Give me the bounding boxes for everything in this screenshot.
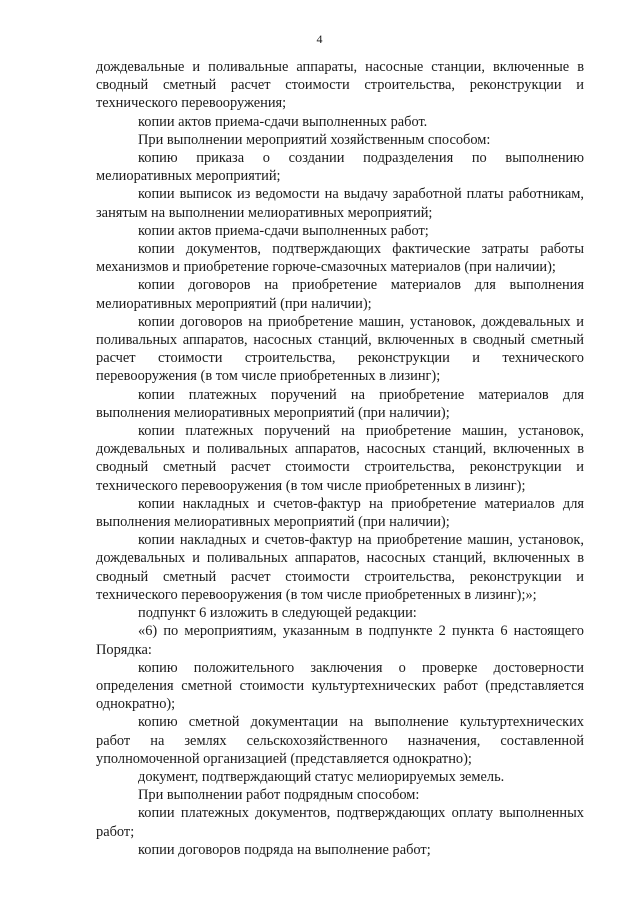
paragraph: копии договоров на приобретение материалов для выполнения мелиоративных мероприятий (при наличии); bbox=[96, 277, 584, 312]
paragraph: копии актов приема-сдачи выполненных работ; bbox=[138, 222, 429, 239]
paragraph: При выполнении работ подрядным способом: bbox=[138, 787, 420, 804]
paragraph: копии платежных документов, подтверждающих оплату выполненных работ; bbox=[96, 805, 584, 840]
paragraph: копии документов, подтверждающих фактические затраты работы механизмов и приобретение горюче-смазочных материалов (при наличии); bbox=[96, 241, 584, 276]
paragraph: «6) по мероприятиям, указанным в подпункте 2 пункта 6 настоящего Порядка: bbox=[96, 623, 584, 658]
paragraph: копии накладных и счетов-фактур на приобретение машин, установок, дождевальных и поливальных аппаратов, насосных станций, включенных в сводный сметный расчет стоимости строительства, реконструкции и технического перевооружения (в том числе приобретенных в лизинг);»; bbox=[96, 532, 584, 603]
paragraph: копии договоров подряда на выполнение работ; bbox=[138, 841, 431, 858]
paragraph: копии выписок из ведомости на выдачу заработной платы работникам, занятым на выполнении мелиоративных мероприятий; bbox=[96, 186, 584, 221]
paragraph: копии актов приема-сдачи выполненных работ. bbox=[138, 113, 428, 130]
paragraph: копии договоров на приобретение машин, установок, дождевальных и поливальных аппаратов, насосных станций, включенных в сводный сметный расчет стоимости строительства, реконструкции и технического перевооружения (в том числе приобретенных в лизинг); bbox=[96, 313, 584, 385]
paragraph: копию положительного заключения о проверке достоверности определения сметной стоимости культуртехнических работ (представляется однократно); bbox=[96, 659, 584, 713]
paragraph: копии платежных поручений на приобретение машин, установок, дождевальных и поливальных аппаратов, насосных станций, включенных в сводный сметный расчет стоимости строительства, реконструкции и технического перевооружения (в том числе приобретенных в лизинг); bbox=[96, 423, 584, 494]
paragraph: При выполнении мероприятий хозяйственным способом: bbox=[138, 131, 491, 148]
paragraph: копию сметной документации на выполнение культуртехнических работ на землях сельскохозяйственного назначения, составленной уполномоченной организацией (представляется однократно); bbox=[96, 714, 584, 767]
paragraph: дождевальные и поливальные аппараты, насосные станции, включенные в сводный сметный расчет стоимости строительства, реконструкции и технического перевооружения; bbox=[96, 59, 584, 112]
paragraph: копии платежных поручений на приобретение материалов для выполнения мелиоративных мероприятий (при наличии); bbox=[96, 386, 584, 421]
document-body bbox=[96, 58, 584, 859]
paragraph: копию приказа о создании подразделения по выполнению мелиоративных мероприятий; bbox=[96, 150, 584, 185]
paragraph: документ, подтверждающий статус мелиорируемых земель. bbox=[138, 768, 505, 785]
paragraph: подпункт 6 изложить в следующей редакции: bbox=[138, 605, 417, 622]
page-number: 4 bbox=[316, 32, 323, 46]
paragraph: копии накладных и счетов-фактур на приобретение материалов для выполнения мелиоративных мероприятий (при наличии); bbox=[96, 495, 584, 531]
